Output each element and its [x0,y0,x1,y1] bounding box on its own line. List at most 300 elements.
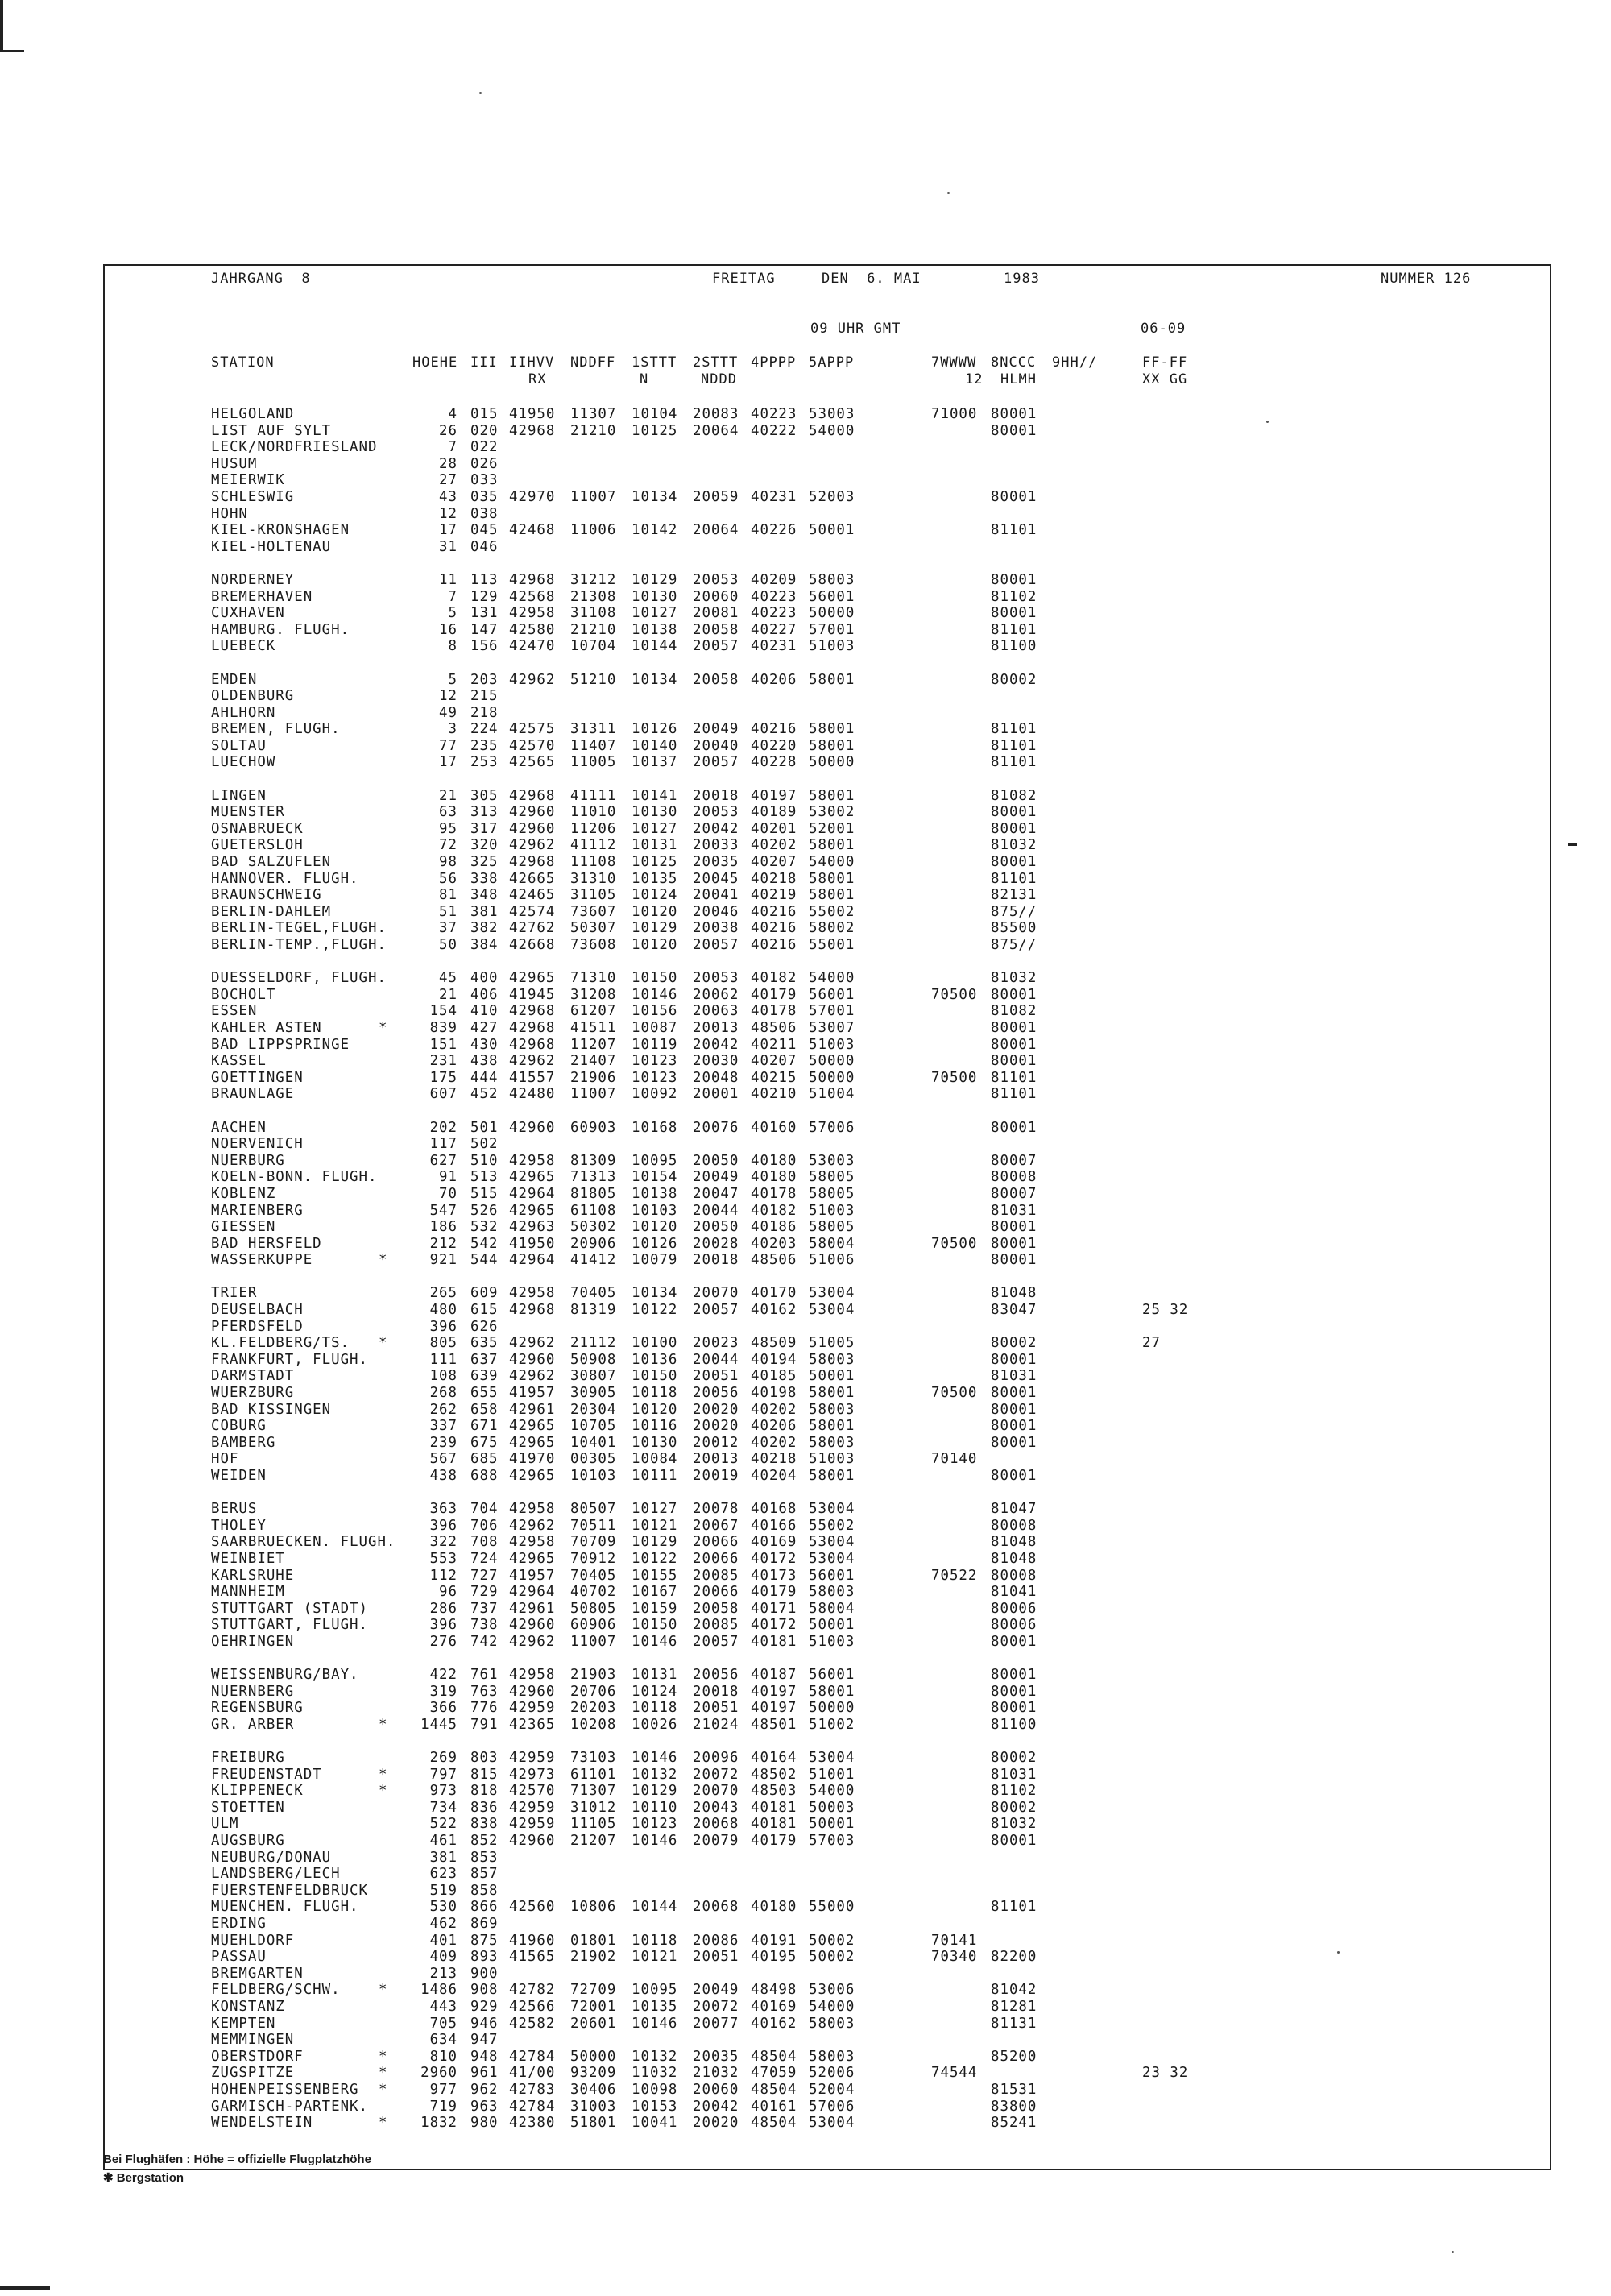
group-4pppp: 40216 [751,937,797,953]
group-5appp: 56001 [809,1667,855,1684]
station-number: 235 [470,737,499,754]
station-name: BAMBERG [211,1434,276,1451]
group-5appp: 58003 [809,2048,855,2065]
station-name: CUXHAVEN [211,605,285,622]
station-name: NUERBURG [211,1152,285,1169]
mountain-station-marker: * [379,1335,388,1352]
group-4pppp: 40215 [751,1069,797,1086]
group-ff-ff: 23 32 [1142,2065,1189,2082]
station-height: 396 [429,1517,458,1534]
group-iihvv: 42959 [509,1799,556,1816]
group-4pppp: 48503 [751,1783,797,1800]
group-iihvv: 41950 [509,1235,556,1252]
group-1sttt: 10146 [632,2015,678,2032]
group-8nccc: 80008 [991,1169,1037,1186]
group-2sttt: 20070 [693,1285,739,1302]
station-name: HOHN [211,505,248,522]
station-height: 567 [429,1451,458,1468]
group-nddff: 20706 [570,1683,617,1700]
station-height: 91 [439,1169,458,1186]
group-iihvv: 41557 [509,1069,556,1086]
group-5appp: 50001 [809,1816,855,1833]
group-1sttt: 10135 [632,870,678,887]
group-nddff: 31003 [570,2098,617,2115]
station-number: 045 [470,522,499,539]
station-height: 422 [429,1667,458,1684]
group-4pppp: 40169 [751,1534,797,1551]
group-2sttt: 20047 [693,1185,739,1202]
group-4pppp: 40207 [751,1053,797,1070]
group-ff-ff: 25 32 [1142,1302,1189,1319]
group-5appp: 55002 [809,1517,855,1534]
group-4pppp: 40223 [751,588,797,605]
group-nddff: 11105 [570,1816,617,1833]
station-number: 671 [470,1418,499,1435]
station-name: MARIENBERG [211,1202,304,1219]
group-5appp: 51005 [809,1335,855,1352]
group-8nccc: 80002 [991,1750,1037,1767]
group-ff-ff: 27 [1142,1335,1161,1352]
station-number: 852 [470,1833,499,1850]
group-1sttt: 10129 [632,1783,678,1800]
group-iihvv: 42961 [509,1401,556,1418]
group-1sttt: 10167 [632,1584,678,1601]
col-station: STATION [211,354,275,371]
group-nddff: 81309 [570,1152,617,1169]
group-5appp: 52001 [809,820,855,837]
station-height: 49 [439,704,458,721]
group-4pppp: 40204 [751,1468,797,1484]
station-number: 046 [470,538,499,555]
group-iihvv: 42665 [509,870,556,887]
group-nddff: 70511 [570,1517,617,1534]
group-nddff: 73607 [570,903,617,920]
group-iihvv: 42962 [509,1335,556,1352]
col-12: 12 [965,371,984,388]
group-8nccc: 80001 [991,1219,1037,1236]
station-name: BAD LIPPSPRINGE [211,1036,350,1053]
col-rx: RX [528,371,547,388]
station-height: 12 [439,688,458,705]
group-5appp: 58001 [809,1385,855,1402]
group-2sttt: 20064 [693,522,739,539]
station-height: 108 [429,1368,458,1385]
station-number: 948 [470,2048,499,2065]
group-8nccc: 81281 [991,1999,1037,2015]
group-8nccc: 81082 [991,787,1037,804]
group-5appp: 55002 [809,903,855,920]
station-number: 035 [470,488,499,505]
group-8nccc: 80001 [991,854,1037,871]
group-5appp: 51003 [809,638,855,655]
group-1sttt: 10131 [632,837,678,854]
group-5appp: 50000 [809,1069,855,1086]
group-nddff: 11307 [570,406,617,422]
group-8nccc: 81101 [991,522,1037,539]
station-name: WEINBIET [211,1550,285,1567]
group-4pppp: 40206 [751,1418,797,1435]
group-2sttt: 20020 [693,1401,739,1418]
group-nddff: 30807 [570,1368,617,1385]
group-8nccc: 85500 [991,920,1037,937]
group-2sttt: 20068 [693,1816,739,1833]
group-5appp: 50000 [809,754,855,771]
group-1sttt: 10127 [632,605,678,622]
station-height: 175 [429,1069,458,1086]
station-number: 688 [470,1468,499,1484]
group-5appp: 50003 [809,1799,855,1816]
group-iihvv: 42963 [509,1219,556,1236]
group-1sttt: 10155 [632,1567,678,1584]
station-name: GOETTINGEN [211,1069,304,1086]
station-height: 2960 [420,2065,458,2082]
group-2sttt: 20028 [693,1235,739,1252]
group-1sttt: 10098 [632,2081,678,2098]
group-iihvv: 42960 [509,820,556,837]
group-iihvv: 42958 [509,605,556,622]
group-8nccc: 81041 [991,1584,1037,1601]
group-1sttt: 10119 [632,1036,678,1053]
group-1sttt: 10116 [632,1418,678,1435]
group-8nccc: 80001 [991,406,1037,422]
group-8nccc: 82200 [991,1949,1037,1966]
group-4pppp: 40182 [751,1202,797,1219]
group-4pppp: 40189 [751,804,797,821]
station-name: STUTTGART, FLUGH. [211,1617,368,1634]
group-1sttt: 10124 [632,887,678,904]
group-4pppp: 40211 [751,1036,797,1053]
group-8nccc: 80001 [991,986,1037,1003]
group-5appp: 51001 [809,1766,855,1783]
group-iihvv: 42959 [509,1750,556,1767]
group-8nccc: 80001 [991,1468,1037,1484]
group-iihvv: 42580 [509,621,556,638]
station-number: 515 [470,1185,499,1202]
station-height: 1486 [420,1982,458,1999]
group-2sttt: 20079 [693,1833,739,1850]
station-name: KASSEL [211,1053,267,1070]
group-2sttt: 20033 [693,837,739,854]
station-number: 038 [470,505,499,522]
group-nddff: 72709 [570,1982,617,1999]
group-1sttt: 10141 [632,787,678,804]
group-iihvv: 42958 [509,1534,556,1551]
station-name: LUECHOW [211,754,276,771]
station-height: 63 [439,804,458,821]
station-height: 154 [429,1003,458,1020]
group-4pppp: 48506 [751,1019,797,1036]
group-5appp: 58003 [809,1584,855,1601]
group-nddff: 20906 [570,1235,617,1252]
group-1sttt: 10129 [632,920,678,937]
group-4pppp: 40198 [751,1385,797,1402]
station-name: WEISSENBURG/BAY. [211,1667,359,1684]
group-5appp: 53004 [809,1750,855,1767]
group-4pppp: 40218 [751,1451,797,1468]
group-iihvv: 42960 [509,1683,556,1700]
station-height: 262 [429,1401,458,1418]
group-1sttt: 10092 [632,1086,678,1103]
station-name: GUETERSLOH [211,837,304,854]
group-2sttt: 20018 [693,787,739,804]
group-2sttt: 20019 [693,1468,739,1484]
station-height: 973 [429,1783,458,1800]
group-nddff: 21112 [570,1335,617,1352]
group-5appp: 50001 [809,522,855,539]
station-name: HELGOLAND [211,406,295,422]
station-height: 705 [429,2015,458,2032]
group-4pppp: 40180 [751,1169,797,1186]
mountain-station-marker: * [379,1766,388,1783]
station-number: 962 [470,2081,499,2098]
speck [947,192,950,194]
group-8nccc: 80001 [991,422,1037,439]
station-number: 381 [470,903,499,920]
group-5appp: 58003 [809,1434,855,1451]
group-5appp: 57003 [809,1833,855,1850]
col-iihvv: IIHVV [509,354,555,371]
group-1sttt: 10120 [632,1401,678,1418]
group-5appp: 58001 [809,887,855,904]
group-5appp: 56001 [809,588,855,605]
group-5appp: 51003 [809,1202,855,1219]
station-name: ULM [211,1816,239,1833]
group-iihvv: 42784 [509,2048,556,2065]
station-number: 658 [470,1401,499,1418]
station-height: 839 [429,1019,458,1036]
station-number: 626 [470,1318,499,1335]
group-8nccc: 81101 [991,737,1037,754]
station-name: DARMSTADT [211,1368,295,1385]
group-8nccc: 80001 [991,1683,1037,1700]
group-4pppp: 48504 [751,2115,797,2132]
station-number: 501 [470,1119,499,1136]
group-5appp: 56001 [809,986,855,1003]
station-height: 77 [439,737,458,754]
station-number: 218 [470,704,499,721]
station-number: 893 [470,1949,499,1966]
group-4pppp: 40197 [751,1683,797,1700]
station-number: 963 [470,2098,499,2115]
station-name: KARLSRUHE [211,1567,295,1584]
group-4pppp: 40168 [751,1501,797,1518]
group-8nccc: 80001 [991,1401,1037,1418]
group-2sttt: 20042 [693,1036,739,1053]
group-2sttt: 20053 [693,804,739,821]
station-number: 637 [470,1351,499,1368]
group-1sttt: 10135 [632,1999,678,2015]
group-5appp: 58003 [809,2015,855,2032]
date: DEN 6. MAI [822,271,921,287]
mountain-station-marker: * [379,1783,388,1800]
group-2sttt: 20057 [693,754,739,771]
group-5appp: 54000 [809,1999,855,2015]
group-8nccc: 81042 [991,1982,1037,1999]
station-name: ZUGSPITZE [211,2065,295,2082]
group-4pppp: 40203 [751,1235,797,1252]
group-2sttt: 20070 [693,1783,739,1800]
group-nddff: 21207 [570,1833,617,1850]
group-1sttt: 10146 [632,1833,678,1850]
station-number: 615 [470,1302,499,1319]
station-height: 186 [429,1219,458,1236]
station-name: HUSUM [211,455,258,472]
col-2sttt: 2STTT [693,354,739,371]
group-5appp: 51003 [809,1036,855,1053]
group-8nccc: 81100 [991,638,1037,655]
group-1sttt: 10124 [632,1683,678,1700]
group-nddff: 20601 [570,2015,617,2032]
group-2sttt: 20057 [693,937,739,953]
station-name: FREIBURG [211,1750,285,1767]
group-4pppp: 40171 [751,1600,797,1617]
group-1sttt: 10132 [632,2048,678,2065]
station-name: MUENSTER [211,804,285,821]
group-iihvv: 42968 [509,1302,556,1319]
group-2sttt: 20064 [693,422,739,439]
group-4pppp: 40194 [751,1351,797,1368]
group-iihvv: 41/00 [509,2065,556,2082]
group-4pppp: 40223 [751,406,797,422]
station-height: 734 [429,1799,458,1816]
mountain-station-marker: * [379,1982,388,1999]
station-name: WUERZBURG [211,1385,295,1402]
group-iihvv: 42570 [509,737,556,754]
group-8nccc: 85241 [991,2115,1037,2132]
station-height: 4 [448,406,458,422]
group-nddff: 10704 [570,638,617,655]
group-8nccc: 81031 [991,1766,1037,1783]
station-height: 70 [439,1185,458,1202]
group-4pppp: 40202 [751,1434,797,1451]
station-height: 50 [439,937,458,953]
group-iihvv: 42565 [509,754,556,771]
group-4pppp: 40173 [751,1567,797,1584]
group-4pppp: 40216 [751,903,797,920]
station-height: 607 [429,1086,458,1103]
group-1sttt: 10104 [632,406,678,422]
group-2sttt: 20056 [693,1667,739,1684]
group-4pppp: 40186 [751,1219,797,1236]
group-4pppp: 40222 [751,422,797,439]
col-nddd: NDDD [701,371,737,388]
scan-mark-top-left [0,0,3,50]
station-height: 462 [429,1916,458,1933]
station-number: 704 [470,1501,499,1518]
group-5appp: 58005 [809,1219,855,1236]
group-nddff: 41511 [570,1019,617,1036]
group-2sttt: 20056 [693,1385,739,1402]
station-name: HOF [211,1451,239,1468]
group-nddff: 70405 [570,1567,617,1584]
group-2sttt: 20020 [693,1418,739,1435]
group-8nccc: 80008 [991,1567,1037,1584]
group-2sttt: 20053 [693,571,739,588]
jahrgang: JAHRGANG 8 [211,271,311,287]
group-4pppp: 40228 [751,754,797,771]
group-4pppp: 40201 [751,820,797,837]
station-number: 020 [470,422,499,439]
group-2sttt: 20060 [693,588,739,605]
station-height: 151 [429,1036,458,1053]
station-number: 022 [470,439,499,456]
station-name: EMDEN [211,671,258,688]
group-iihvv: 42570 [509,1783,556,1800]
group-4pppp: 40226 [751,522,797,539]
station-height: 797 [429,1766,458,1783]
group-1sttt: 10130 [632,588,678,605]
scan-mark-right [1568,843,1577,846]
group-7wwww: 70140 [931,1451,978,1468]
group-iihvv: 42961 [509,1600,556,1617]
group-1sttt: 10123 [632,1053,678,1070]
mountain-station-marker: * [379,2048,388,2065]
station-name: ESSEN [211,1003,258,1020]
group-1sttt: 10134 [632,671,678,688]
group-iihvv: 42960 [509,804,556,821]
group-1sttt: 10110 [632,1799,678,1816]
group-2sttt: 20076 [693,1119,739,1136]
group-iihvv: 42968 [509,1003,556,1020]
station-height: 461 [429,1833,458,1850]
group-5appp: 50002 [809,1932,855,1949]
group-2sttt: 20051 [693,1949,739,1966]
station-height: 212 [429,1235,458,1252]
station-number: 313 [470,804,499,821]
station-height: 11 [439,571,458,588]
group-nddff: 80507 [570,1501,617,1518]
group-nddff: 41412 [570,1252,617,1269]
group-4pppp: 40172 [751,1617,797,1634]
station-number: 338 [470,870,499,887]
period: 06-09 [1141,321,1187,337]
group-2sttt: 20072 [693,1766,739,1783]
group-1sttt: 10140 [632,737,678,754]
group-8nccc: 81101 [991,621,1037,638]
group-8nccc: 80001 [991,1252,1037,1269]
group-5appp: 58001 [809,721,855,738]
group-2sttt: 20059 [693,488,739,505]
station-height: 634 [429,2032,458,2049]
group-iihvv: 42968 [509,1019,556,1036]
station-number: 961 [470,2065,499,2082]
group-8nccc: 85200 [991,2048,1037,2065]
station-number: 838 [470,1816,499,1833]
station-number: 836 [470,1799,499,1816]
group-4pppp: 40181 [751,1799,797,1816]
station-height: 21 [439,986,458,1003]
station-number: 869 [470,1916,499,1933]
group-nddff: 11007 [570,1086,617,1103]
group-1sttt: 10136 [632,1351,678,1368]
group-iihvv: 42960 [509,1119,556,1136]
group-nddff: 41111 [570,787,617,804]
station-name: KIEL-KRONSHAGEN [211,522,350,539]
group-nddff: 21906 [570,1069,617,1086]
group-iihvv: 42968 [509,571,556,588]
group-iihvv: 42958 [509,1501,556,1518]
group-iihvv: 42968 [509,422,556,439]
group-iihvv: 42958 [509,1285,556,1302]
group-5appp: 56001 [809,1567,855,1584]
station-height: 12 [439,505,458,522]
group-iihvv: 41957 [509,1567,556,1584]
station-height: 522 [429,1816,458,1833]
group-nddff: 61108 [570,1202,617,1219]
station-height: 72 [439,837,458,854]
group-nddff: 70709 [570,1534,617,1551]
group-5appp: 58002 [809,920,855,937]
